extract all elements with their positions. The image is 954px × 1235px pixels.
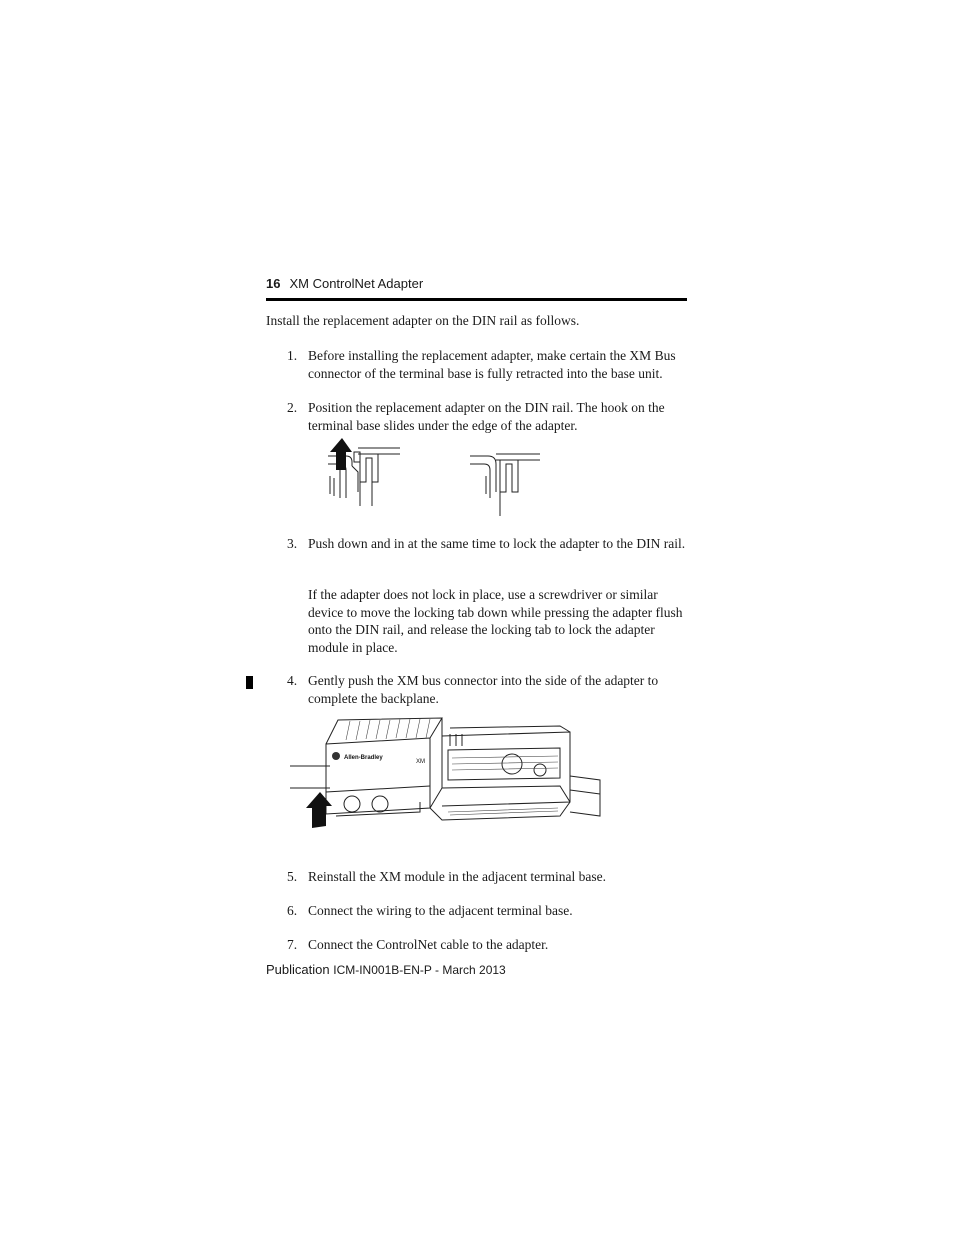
intro-text: Install the replacement adapter on the DIN rail as follows. <box>266 313 580 328</box>
module-label: XM <box>416 759 425 765</box>
header-title: XM ControlNet Adapter <box>289 276 424 291</box>
step-3-note: If the adapter does not lock in place, use a screwdriver or similar device to move the locking tab down while pressing the adapter flush onto the DIN rail, and release the locking tab to lock the adapter module in place. <box>308 587 683 655</box>
step-number: 7. <box>287 937 298 952</box>
step-3 <box>287 535 687 553</box>
step-4 <box>287 672 687 707</box>
step-5 <box>287 868 687 886</box>
step-text: Push down and in at the same time to lock the adapter to the DIN rail. <box>308 536 686 551</box>
footer-prefix: Publication <box>266 962 330 977</box>
step-text: Position the replacement adapter on the DIN rail. The hook on the terminal base slides under the edge of the adapter. <box>308 400 665 433</box>
step-number: 4. <box>287 673 298 688</box>
page-header <box>266 276 423 291</box>
step-text: Before installing the replacement adapter, make certain the XM Bus connector of the terminal base is fully retracted into the base unit. <box>308 348 676 381</box>
publication-code: ICM-IN001B-EN-P - March 2013 <box>333 963 506 977</box>
page-number: 16 <box>266 276 281 291</box>
step-number: 2. <box>287 400 298 415</box>
figure-adapter-diagram <box>290 716 610 836</box>
figure-hook-diagram <box>300 436 560 522</box>
step-number: 1. <box>287 348 298 363</box>
step-6 <box>287 902 687 920</box>
step-number: 5. <box>287 869 298 884</box>
change-bar <box>246 676 253 689</box>
step-text: Connect the ControlNet cable to the adapter. <box>308 937 549 952</box>
step-number: 3. <box>287 536 298 551</box>
page-footer <box>266 962 506 977</box>
arrow-icon <box>330 438 352 470</box>
arrow-icon <box>306 792 332 828</box>
step-2 <box>287 399 687 434</box>
brand-label: Allen-Bradley <box>344 755 383 761</box>
step-text: Reinstall the XM module in the adjacent terminal base. <box>308 869 607 884</box>
step-1 <box>287 347 687 382</box>
step-text: Connect the wiring to the adjacent terminal base. <box>308 903 573 918</box>
step-number: 6. <box>287 903 298 918</box>
header-rule <box>266 298 687 301</box>
step-text: Gently push the XM bus connector into the side of the adapter to complete the backplane. <box>308 673 659 706</box>
step-7 <box>287 936 687 954</box>
